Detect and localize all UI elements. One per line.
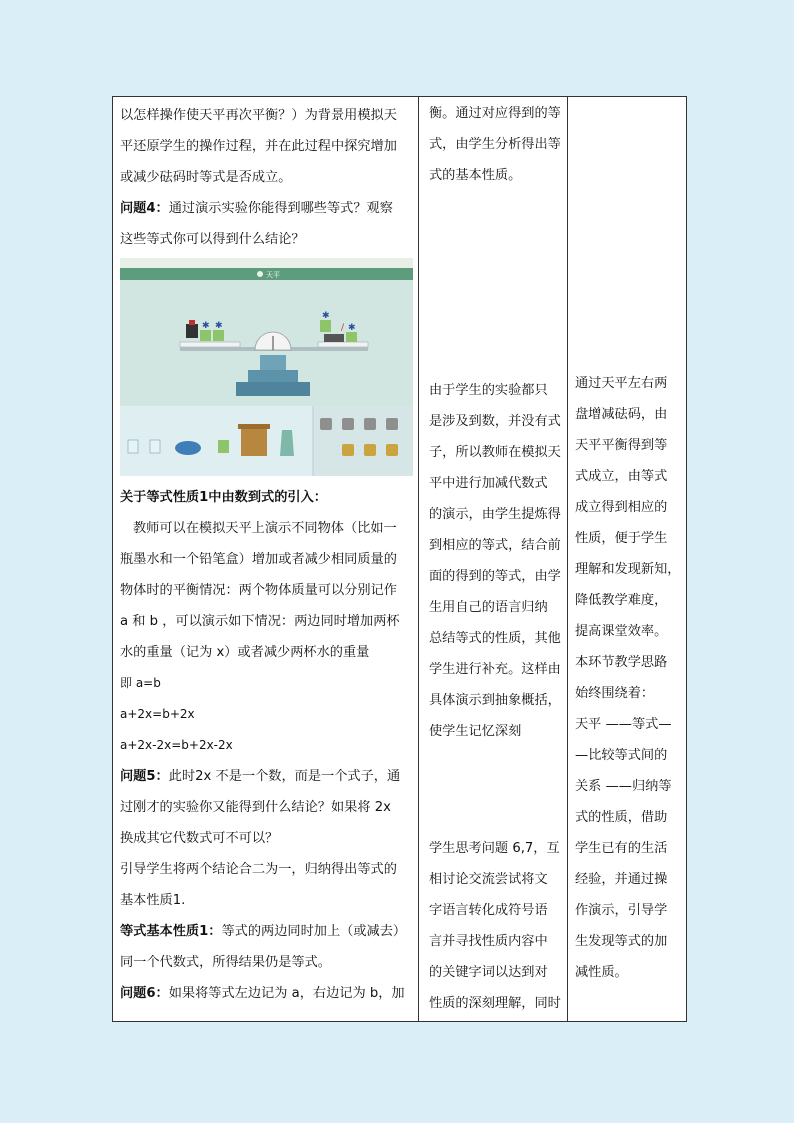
lesson-table (112, 96, 687, 1022)
col3-line-11: 始终围绕着： (575, 686, 655, 701)
col3-line-7: 理解和发现新知， (575, 562, 681, 577)
para-line-2: 瓶墨水和一个铅笔盒）增加或者减少相同质量的 (120, 552, 397, 567)
col2-mid-line-1: 由于学生的实验都只 (429, 383, 548, 398)
col3-line-5: 成立得到相应的 (575, 500, 668, 515)
col3-line-16: 学生已有的生活 (575, 841, 668, 856)
question-5-line-3: 换成其它代数式可不可以？ (120, 831, 279, 846)
col2-mid-line-6: 到相应的等式，结合前 (429, 538, 561, 553)
property-1-label: 等式基本性质1： (120, 924, 222, 939)
para-line-5: 水的重量（记为 x）或者减少两杯水的重量 (120, 645, 370, 660)
col3-line-19: 生发现等式的加 (575, 934, 668, 949)
balance-simulation-image (120, 258, 413, 476)
col3-line-1: 通过天平左右两 (575, 376, 668, 391)
col3-line-2: 盘增减砝码，由 (575, 407, 668, 422)
col3-line-8: 降低教学难度， (575, 593, 668, 608)
ink-bottle (186, 324, 198, 338)
col2-mid-line-2: 是涉及到数，并没有式 (429, 414, 561, 429)
svg-text:✱: ✱ (322, 311, 330, 321)
svg-text:✱: ✱ (348, 323, 356, 333)
col2-bottom-line-5: 的关键字词以达到对 (429, 965, 548, 980)
col3-line-10: 本环节教学思路 (575, 655, 668, 670)
col2-bottom-line-1: 学生思考问题 6,7，互 (429, 841, 560, 856)
col3-line-6: 性质，便于学生 (575, 531, 668, 546)
question-4-line-1: 问题4：通过演示实验你能得到哪些等式？观察 (120, 201, 393, 216)
question-4-line-2: 这些等式你可以得到什么结论？ (120, 232, 305, 247)
question-5-line-1: 问题5：此时2x 不是一个数，而是一个式子，通 (120, 769, 401, 784)
col3-line-13: —比较等式间的 (575, 748, 668, 763)
scale-base (236, 382, 310, 396)
col2-mid-line-8: 生用自己的语言归纳 (429, 600, 548, 615)
question-4-label: 问题4： (120, 201, 169, 216)
col2-top-line-1: 衡。通过对应得到的等 (429, 106, 561, 121)
col2-bottom-line-3: 字语言转化成符号语 (429, 903, 548, 918)
question-5-line-2: 过刚才的实验你又能得到什么结论？如果将 2x (120, 800, 391, 815)
equation-1: 即 a=b (120, 676, 161, 690)
para-line-1: 教师可以在模拟天平上演示不同物体（比如一 (133, 521, 397, 536)
design-intent-cell (568, 97, 687, 1022)
para-line-4: a 和 b ，可以演示如下情况：两边同时增加两杯 (120, 614, 400, 629)
section-heading: 关于等式性质1中由数到式的引入： (120, 490, 327, 505)
col2-mid-line-11: 具体演示到抽象概括， (429, 693, 561, 708)
col2-mid-line-12: 使学生记忆深刻 (429, 724, 522, 739)
cup-left-1 (200, 330, 211, 341)
bucket (241, 426, 267, 456)
question-5-label: 问题5： (120, 769, 169, 784)
property-1-line-1: 等式基本性质1：等式的两边同时加上（或减去） (120, 924, 407, 939)
col2-mid-line-7: 面的得到的等式，由学 (429, 569, 561, 584)
col2-bottom-line-4: 言并寻找性质内容中 (429, 934, 548, 949)
cup-left-2 (213, 330, 224, 341)
question-6-line: 问题6：如果将等式左边记为 a，右边记为 b，加 (120, 986, 405, 1001)
property-1-line-2: 同一个代数式，所得结果仍是等式。 (120, 955, 331, 970)
student-activity-cell (419, 97, 568, 1022)
question-6-label: 问题6： (120, 986, 169, 1001)
teapot (175, 441, 201, 455)
intro-line-3: 或减少砝码时等式是否成立。 (120, 170, 292, 185)
guide-line-2: 基本性质1. (120, 893, 186, 908)
col3-line-9: 提高课堂效率。 (575, 624, 668, 639)
col3-line-4: 式成立，由等式 (575, 469, 668, 484)
col3-line-18: 作演示，引导学 (575, 903, 668, 918)
col3-line-17: 经验，并通过操 (575, 872, 668, 887)
col2-mid-line-5: 的演示，由学生提炼得 (429, 507, 561, 522)
col3-line-3: 天平平衡得到等 (575, 438, 668, 453)
guide-line-1: 引导学生将两个结论合二为一，归纳得出等式的 (120, 862, 397, 877)
teaching-process-cell (113, 97, 419, 1022)
col2-mid-line-10: 学生进行补充。这样由 (429, 662, 561, 677)
pencil-box (324, 334, 344, 342)
col3-line-12: 天平 ——等式— (575, 717, 672, 732)
balance-title-icon (257, 271, 263, 277)
svg-text:/: / (341, 323, 345, 333)
col2-bottom-line-2: 相讨论交流尝试将文 (429, 872, 548, 887)
svg-text:✱: ✱ (202, 321, 210, 331)
col2-mid-line-3: 子，所以教师在模拟天 (429, 445, 561, 460)
col2-top-line-2: 式，由学生分析得出等 (429, 137, 561, 152)
col2-mid-line-9: 总结等式的性质，其他 (429, 631, 561, 646)
col3-line-14: 关系 ——归纳等 (575, 779, 672, 794)
balance-illustration (120, 258, 413, 476)
col2-mid-line-4: 平中进行加减代数式 (429, 476, 548, 491)
equation-2: a+2x=b+2x (120, 707, 195, 721)
para-line-3: 物体时的平衡情况：两个物体质量可以分别记作 (120, 583, 397, 598)
svg-text:✱: ✱ (215, 321, 223, 331)
vase (280, 430, 294, 456)
intro-line-1: 以怎样操作使天平再次平衡？）为背景用模拟天 (120, 108, 397, 123)
col2-top-line-3: 式的基本性质。 (429, 168, 522, 183)
figure-title: 天平 (266, 271, 280, 279)
col3-line-15: 式的性质，借助 (575, 810, 668, 825)
intro-line-2: 平还原学生的操作过程，并在此过程中探究增加 (120, 139, 397, 154)
col3-line-20: 减性质。 (575, 965, 628, 980)
col2-bottom-line-6: 性质的深刻理解，同时 (429, 996, 561, 1011)
equation-3: a+2x-2x=b+2x-2x (120, 738, 233, 752)
